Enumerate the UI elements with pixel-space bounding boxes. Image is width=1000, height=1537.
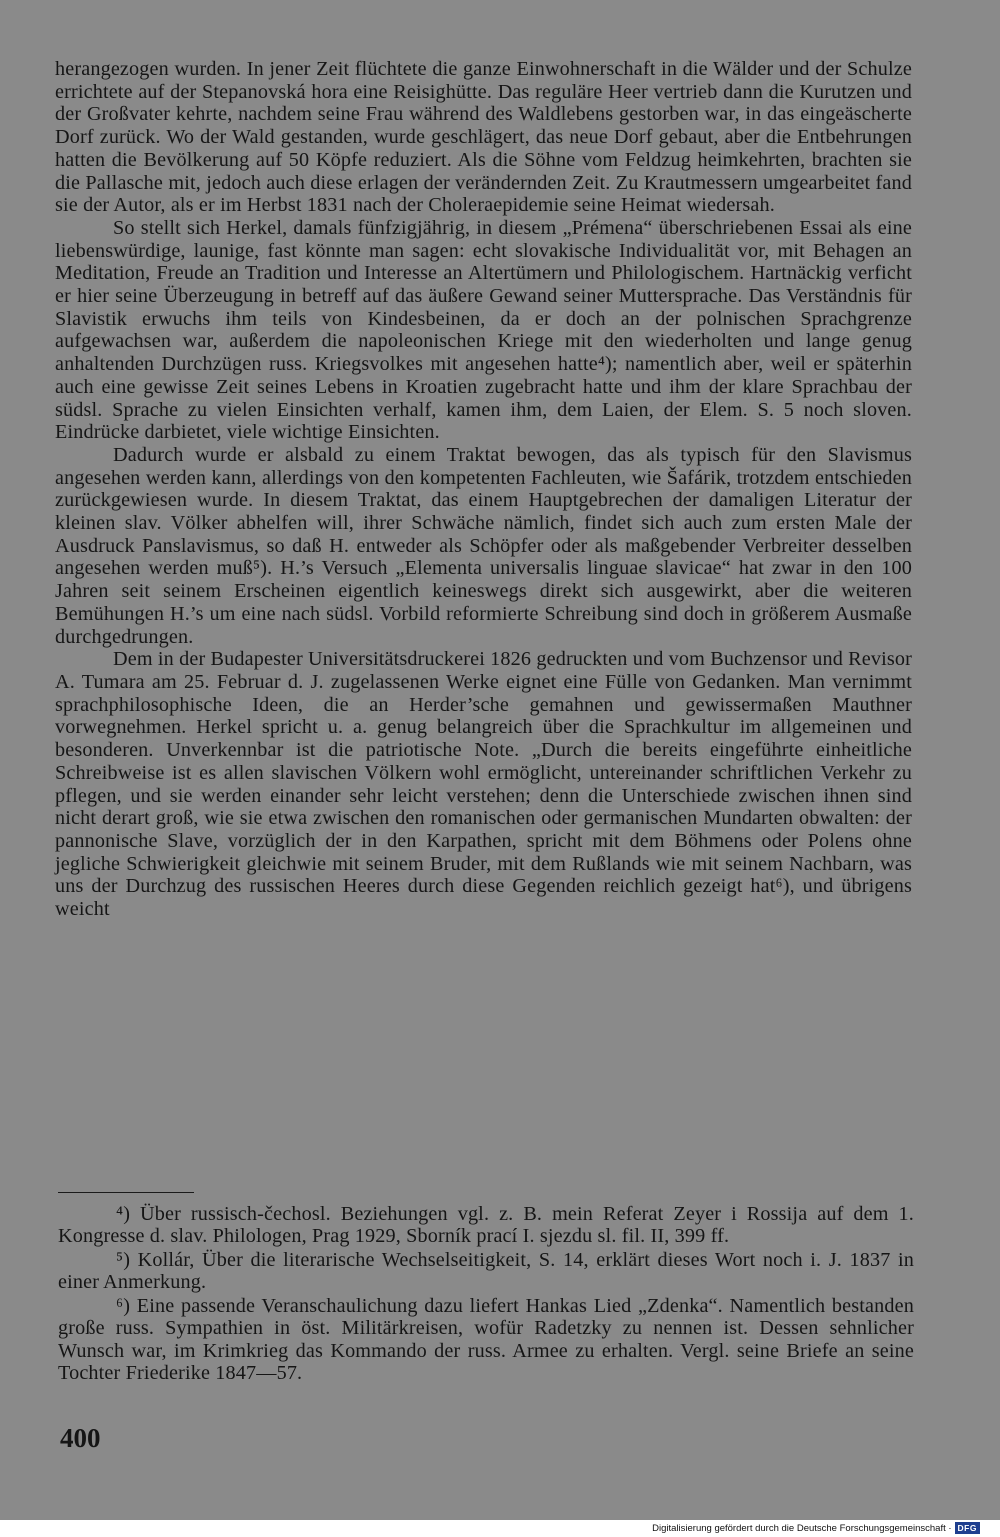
footnotes bbox=[58, 1203, 914, 1384]
footnote-separator bbox=[58, 1192, 194, 1193]
page-number: 400 bbox=[60, 1423, 101, 1453]
footnote-6: ⁶) Eine passende Veranschaulichung dazu liefert Hankas Lied „Zdenka“. Namentlich bestanden große russ. Sympathien in öst. Militärkreisen, wofür Radetzky zu nennen ist. Dessen sehnlicher Wunsch war, im Krimkrieg das Kommando der russ. Armee zu erhalten. Vergl. seine Briefe an seine Tochter Friederike 1847—57. bbox=[58, 1295, 914, 1384]
main-text bbox=[55, 58, 912, 921]
footnote-4: ⁴) Über russisch-čechosl. Beziehungen vgl. z. B. mein Referat Zeyer i Rossija auf dem 1. Kongresse d. slav. Philologen, Prag 1929, Sborník prací I. sjezdu sl. fil. II, 399 ff. bbox=[58, 1203, 914, 1248]
credit-text: Digitalisierung gefördert durch die Deutsche Forschungsgemeinschaft · bbox=[652, 1522, 952, 1534]
paragraph-4: Dem in der Budapester Universitätsdruckerei 1826 gedruckten und vom Buchzensor und Revisor A. Tumara am 25. Februar d. J. zugelassenen Werke eignet eine Fülle von Gedanken. Man vernimmt sprachphilosophische Ideen, die an Herder’sche gemahnen und gewissermaßen Mauthner vorwegnehmen. Herkel spricht u. a. genug belangreich über die Sprachkultur im allgemeinen und besonderen. Unverkennbar ist die patriotische Note. „Durch die bereits eingeführte einheitliche Schreibweise ist es allen slavischen Völkern wohl ermöglicht, untereinander schriftlichen Verkehr zu pflegen, und sie werden einander sehr leicht verstehen; denn die Unterschiede zwischen ihnen sind nicht derart groß, wie sie etwa zwischen den romanischen oder germanischen Mundarten obwalten: der pannonische Slave, vorzüglich der in den Karpathen, spricht mit dem Böhmens oder Polens ohne jegliche Schwierigkeit gleichwie mit seinem Bruder, mit dem Rußlands wie mit seinem Nachbarn, was uns der Durchzug des russischen Heeres durch diese Gegenden reichlich gezeigt hat⁶), und übrigens weicht bbox=[55, 648, 912, 921]
paragraph-3: Dadurch wurde er alsbald zu einem Traktat bewogen, das als typisch für den Slavismus angesehen werden kann, allerdings von den kompetenten Fachleuten, wie Šafárik, trotzdem entschieden zurückgewiesen wurde. In diesem Traktat, das einem Hauptgebrechen der damaligen Literatur der kleinen slav. Völker abhelfen will, ihrer Schwäche nämlich, findet sich auch zum ersten Male der Ausdruck Panslavismus, so daß H. entweder als Schöpfer oder als maßgebender Verbreiter desselben angesehen werden muß⁵). H.’s Versuch „Elementa universalis linguae slavicae“ hat zwar in den 100 Jahren seit seinem Erscheinen eigentlich keineswegs direkt sich ausgewirkt, aber die weiteren Bemühungen H.’s um eine nach südsl. Vorbild reformierte Schreibung sind doch in größerem Ausmaße durchgedrungen. bbox=[55, 443, 912, 648]
footnote-5: ⁵) Kollár, Über die literarische Wechselseitigkeit, S. 14, erklärt dieses Wort noch i. J. 1837 in einer Anmerkung. bbox=[58, 1249, 914, 1294]
paragraph-2: So stellt sich Herkel, damals fünfzigjährig, in diesem „Prémena“ überschriebenen Essai als eine liebenswürdige, launige, fast könnte man sagen: echt slovakische Individualität vor, mit Behagen an Meditation, Freude an Tradition und Interesse an Altertümern und Philologischem. Hartnäckig verficht er hier seine Überzeugung in betreff auf das äußere Gewand seiner Muttersprache. Das Verständnis für Slavistik erwuchs ihm teils von Kindesbeinen, da er doch an der polnischen Sprachgrenze aufgewachsen war, außerdem die napoleonischen Kriege mit den wiederholten und lange genug anhaltenden Durchzügen russ. Kriegsvolkes mit angesehen hatte⁴); namentlich aber, weil er späterhin auch eine gewisse Zeit seines Lebens in Kroatien zugebracht hatte und ihm der klare Sprachbau der südsl. Sprache zu vielen Einsichten verhalf, kamen ihm, dem Laien, der Elem. S. 5 noch sloven. Eindrücke darbietet, viele wichtige Einsichten. bbox=[55, 216, 912, 444]
digitization-credit bbox=[652, 1522, 980, 1534]
paragraph-1: herangezogen wurden. In jener Zeit flüchtete die ganze Einwohnerschaft in die Wälder und der Schulze errichtete auf der Stepanovská hora eine Reisighütte. Das reguläre Heer vertrieb dann die Kurutzen und der Großvater kehrte, nachdem seine Frau während des Waldlebens gestorben war, in das eingeäscherte Dorf zurück. Wo der Wald gestanden, wurde geschlägert, das neue Dorf gebaut, aber die Entbehrungen hatten die Bevölkerung auf 50 Köpfe reduziert. Als die Söhne vom Feldzug heimkehrten, brachten sie die Pallasche mit, jedoch auch diese erlagen der verändernden Zeit. Zu Krautmessern umgearbeitet fand sie der Autor, als er im Herbst 1831 nach der Choleraepidemie seine Heimat wiedersah. bbox=[55, 58, 912, 217]
dfg-logo-icon: DFG bbox=[955, 1522, 980, 1534]
